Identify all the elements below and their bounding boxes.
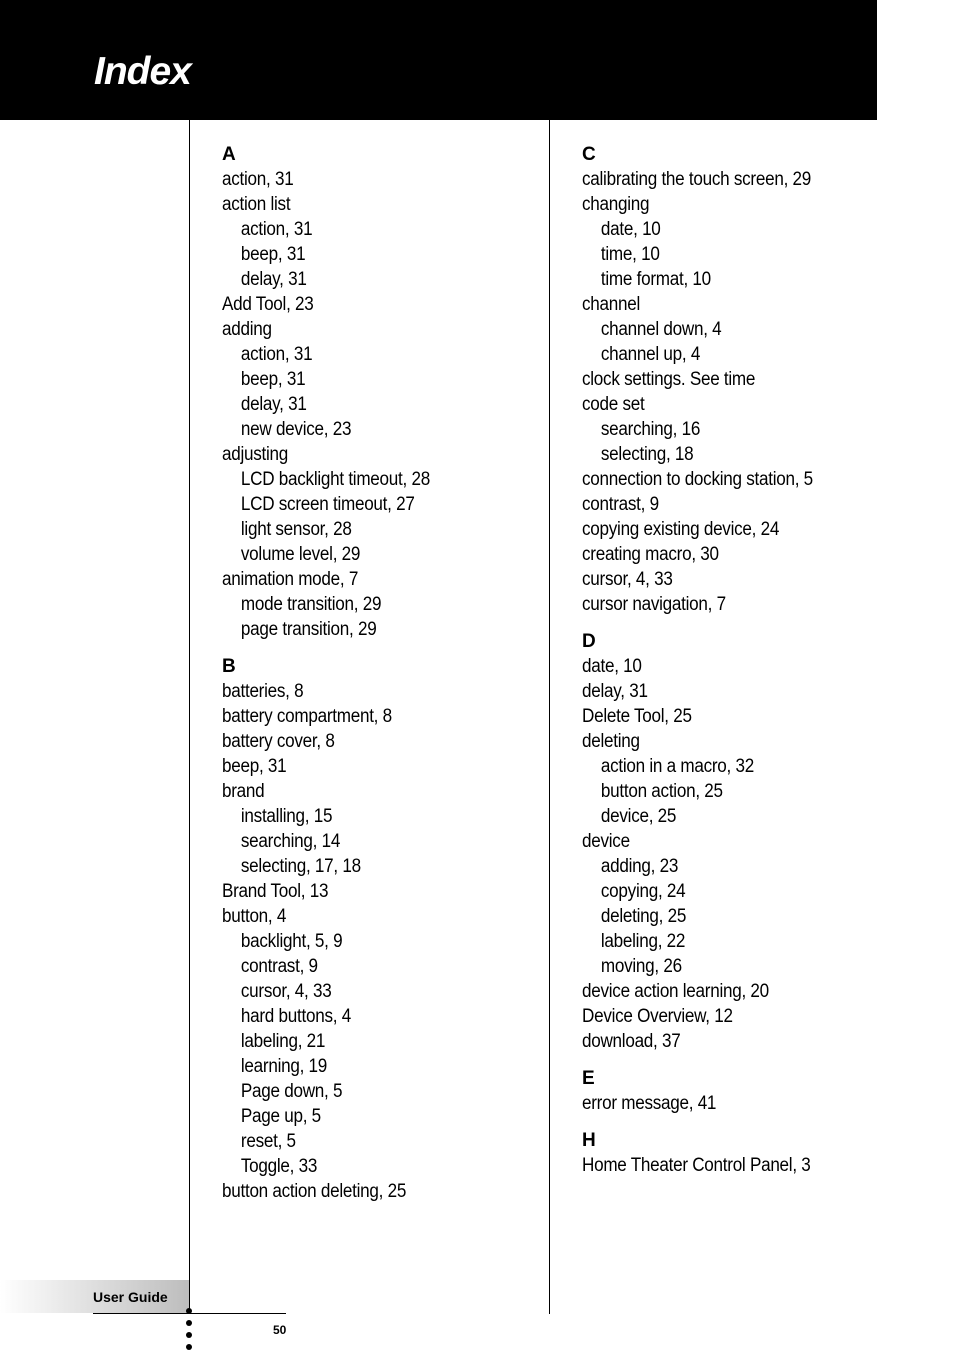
index-subentry: action, 31 [240,344,313,365]
section-letter: H [582,1130,596,1151]
index-subentry: volume level, 29 [240,544,361,565]
index-entry: error message, 41 [582,1093,717,1114]
index-entry: download, 37 [582,1031,681,1052]
index-entry: cursor navigation, 7 [582,594,726,615]
index-entry: animation mode, 7 [222,569,359,590]
index-subentry: labeling, 21 [240,1031,326,1052]
index-entry: channel [582,294,641,315]
index-section [582,629,912,1054]
index-section [222,142,542,642]
index-subentry: time, 10 [600,244,660,265]
index-subentry: time format, 10 [600,269,711,290]
footer-label: User Guide [93,1289,168,1305]
index-subentry: Page up, 5 [240,1106,321,1127]
header-band [0,0,877,120]
index-subentry: Page down, 5 [240,1081,343,1102]
index-entry: action list [222,194,291,215]
index-entry: device [582,831,630,852]
index-column-left [222,142,542,1204]
index-subentry: beep, 31 [240,244,306,265]
index-subentry: learning, 19 [240,1056,328,1077]
index-subentry: installing, 15 [240,806,333,827]
index-entry: calibrating the touch screen, 29 [582,169,812,190]
index-entry: Home Theater Control Panel, 3 [582,1155,811,1176]
index-entry: battery cover, 8 [222,731,335,752]
section-letter: B [222,656,236,677]
index-subentry: adding, 23 [600,856,679,877]
index-subentry: action in a macro, 32 [600,756,754,777]
index-subentry: selecting, 18 [600,444,694,465]
index-subentry: device, 25 [600,806,677,827]
index-subentry: beep, 31 [240,369,306,390]
index-column-right [582,142,912,1178]
index-entry: delay, 31 [582,681,648,702]
index-subentry: channel down, 4 [600,319,722,340]
index-entry: device action learning, 20 [582,981,769,1002]
index-subentry: delay, 31 [240,269,307,290]
index-entry: brand [222,781,265,802]
index-subentry: button action, 25 [600,781,723,802]
index-entry: beep, 31 [222,756,287,777]
index-subentry: cursor, 4, 33 [240,981,332,1002]
index-subentry: deleting, 25 [600,906,687,927]
index-entry: Delete Tool, 25 [582,706,692,727]
index-entry: battery compartment, 8 [222,706,392,727]
column-divider [549,120,550,1314]
index-subentry: delay, 31 [240,394,307,415]
index-subentry: Toggle, 33 [240,1156,318,1177]
index-subentry: page transition, 29 [240,619,377,640]
index-subentry: reset, 5 [240,1131,296,1152]
index-subentry: action, 31 [240,219,313,240]
index-entry: button action deleting, 25 [222,1181,407,1202]
index-subentry: new device, 23 [240,419,352,440]
index-entry: Add Tool, 23 [222,294,314,315]
section-letter: D [582,631,596,652]
index-entry: action, 31 [222,169,294,190]
index-subentry: backlight, 5, 9 [240,931,343,952]
index-subentry: light sensor, 28 [240,519,352,540]
index-entry: contrast, 9 [582,494,659,515]
index-entry: Device Overview, 12 [582,1006,733,1027]
index-subentry: moving, 26 [600,956,682,977]
page-number: 50 [273,1323,287,1337]
footer-dots-icon [186,1308,193,1356]
index-entry: Brand Tool, 13 [222,881,329,902]
index-entry: deleting [582,731,640,752]
index-entry: button, 4 [222,906,287,927]
index-subentry: searching, 16 [600,419,701,440]
index-subentry: LCD screen timeout, 27 [240,494,415,515]
index-subentry: searching, 14 [240,831,341,852]
left-margin-rule [189,120,190,1314]
index-subentry: LCD backlight timeout, 28 [240,469,430,490]
index-subentry: selecting, 17, 18 [240,856,361,877]
index-entry: cursor, 4, 33 [582,569,673,590]
index-subentry: hard buttons, 4 [240,1006,351,1027]
index-entry: adding [222,319,272,340]
index-subentry: copying, 24 [600,881,686,902]
index-entry: adjusting [222,444,289,465]
page-title: Index [94,50,191,93]
index-section [582,1066,912,1116]
index-subentry: mode transition, 29 [240,594,382,615]
index-entry: changing [582,194,650,215]
index-entry: date, 10 [582,656,642,677]
section-letter: E [582,1068,595,1089]
index-entry: creating macro, 30 [582,544,719,565]
index-entry: connection to docking station, 5 [582,469,813,490]
index-entry: batteries, 8 [222,681,304,702]
section-letter: A [222,144,236,165]
index-section [222,654,542,1204]
index-subentry: date, 10 [600,219,661,240]
index-subentry: labeling, 22 [600,931,686,952]
index-section [582,1128,912,1178]
index-entry: clock settings. See time [582,369,756,390]
section-letter: C [582,144,596,165]
index-entry: copying existing device, 24 [582,519,780,540]
index-subentry: contrast, 9 [240,956,318,977]
index-subentry: channel up, 4 [600,344,701,365]
index-entry: code set [582,394,645,415]
index-section [582,142,912,617]
